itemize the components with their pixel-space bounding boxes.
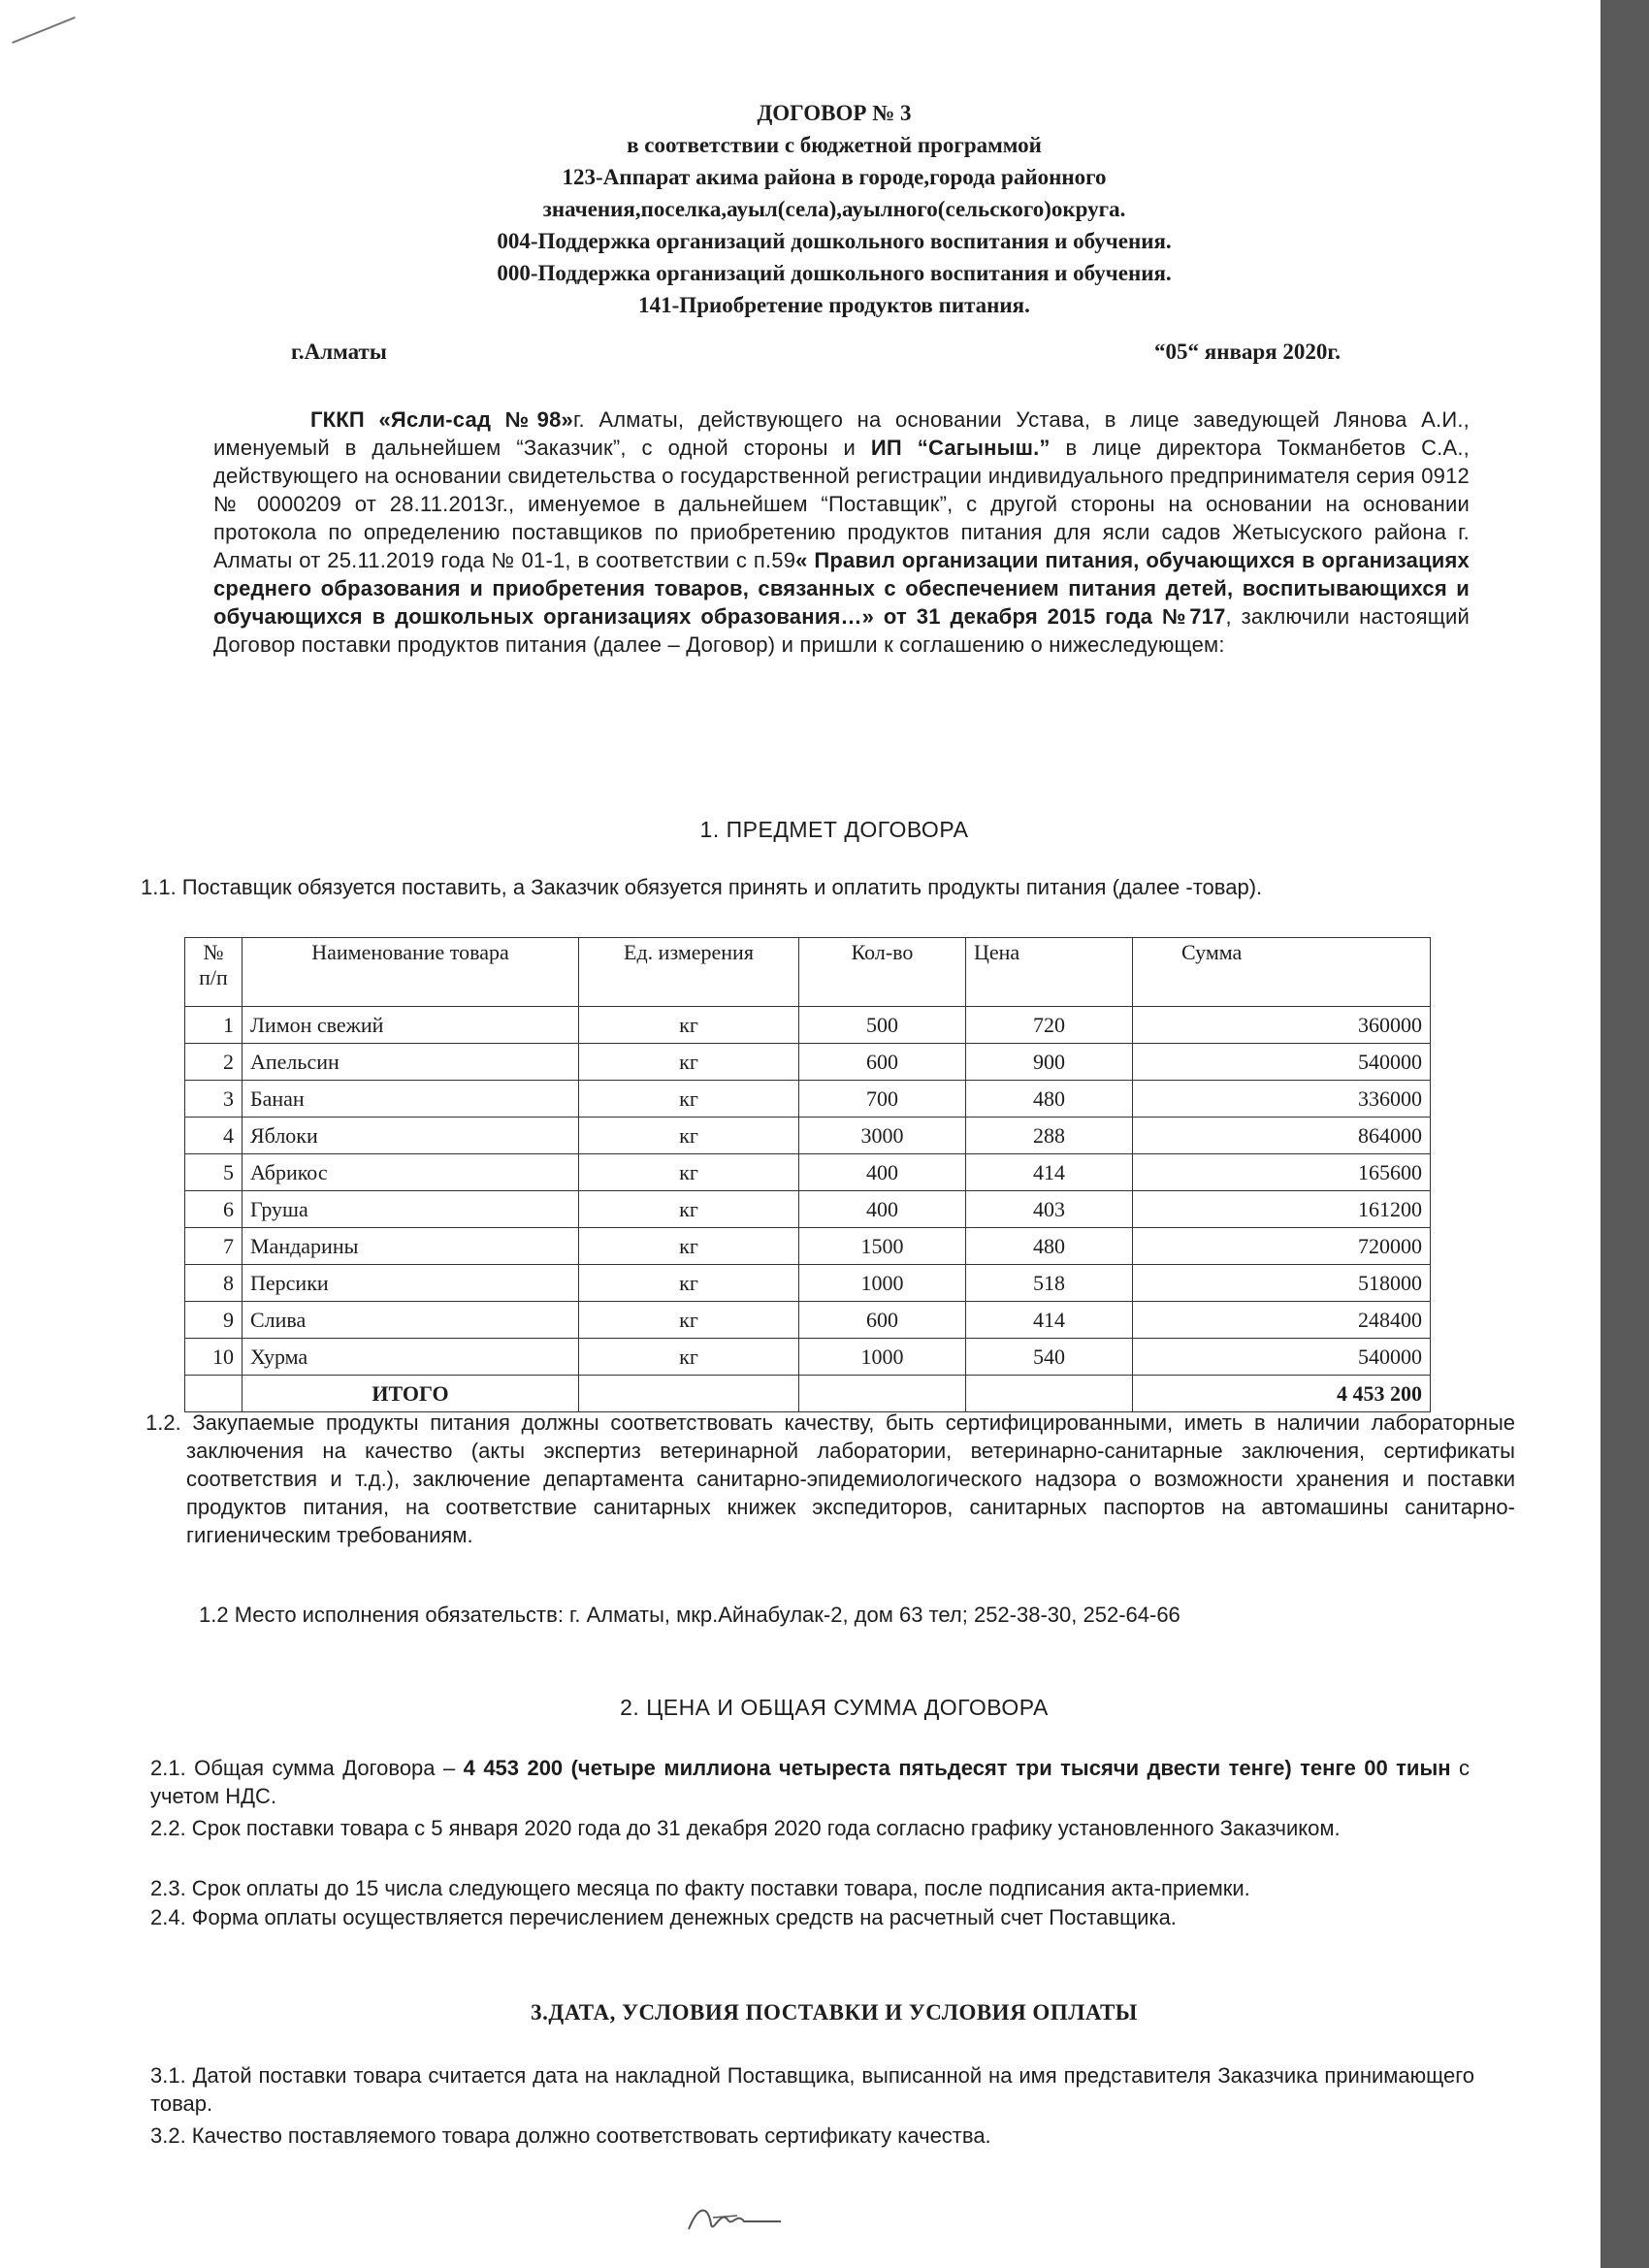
row-name: Слива	[242, 1302, 579, 1339]
row-sum: 518000	[1133, 1265, 1431, 1302]
row-qty: 3000	[799, 1118, 966, 1154]
table-row	[185, 1044, 1431, 1081]
row-qty: 500	[799, 1007, 966, 1044]
goods-table	[184, 937, 1431, 1412]
row-sum: 540000	[1133, 1044, 1431, 1081]
header-line: 141-Приобретение продуктов питания.	[638, 293, 1030, 317]
row-name: Груша	[242, 1191, 579, 1228]
row-unit: кг	[579, 1265, 799, 1302]
clause-2-1-text: 2.1. Общая сумма Договора –	[150, 1756, 464, 1780]
table-total-row	[185, 1376, 1431, 1412]
contract-title: ДОГОВОР № 3	[757, 101, 912, 125]
clause-2-2: 2.2. Срок поставки товара с 5 января 2020 года до 31 декабря 2020 года согласно графику установленного Заказчиком.	[150, 1816, 1341, 1840]
section-3-title: 3.ДАТА, УСЛОВИЯ ПОСТАВКИ И УСЛОВИЯ ОПЛАТЫ	[531, 2000, 1138, 2025]
signature-mark	[684, 2200, 791, 2239]
row-unit: кг	[579, 1118, 799, 1154]
clause-2-3: 2.3. Срок оплаты до 15 числа следующего месяца по факту поставки товара, после подписания акта-приемки.	[150, 1876, 1250, 1900]
col-header-name: Наименование товара	[242, 938, 579, 1007]
table-row	[185, 1339, 1431, 1376]
contract-header	[155, 97, 1513, 321]
total-label: ИТОГО	[242, 1376, 579, 1412]
table-row	[185, 1081, 1431, 1118]
row-name: Яблоки	[242, 1118, 579, 1154]
contract-date: “05“ января 2020г.	[1154, 340, 1341, 364]
row-price: 720	[966, 1007, 1133, 1044]
row-unit: кг	[579, 1228, 799, 1265]
customer-name: ГККП «Ясли-сад №98»	[310, 407, 573, 432]
row-unit: кг	[579, 1007, 799, 1044]
row-number: 3	[185, 1081, 242, 1118]
clause-1-2: 1.2. Закупаемые продукты питания должны соответствовать качеству, быть сертифицированными, иметь в наличии лабораторные заключения на качество (акты экспертиз ветеринарной лаборатории, ветеринарно-санитарные заключения, сертификаты соответствия и т.д.), заключение департамента санитарно-эпидемиологического надзора о возможности хранения и поставки продуктов питания, на соответствие санитарных книжек экспедиторов, санитарных паспортов на автомашины санитарно-гигиеническим требованиям.	[146, 1410, 1515, 1547]
row-price: 900	[966, 1044, 1133, 1081]
table-row	[185, 1154, 1431, 1191]
table-row	[185, 1265, 1431, 1302]
row-qty: 1000	[799, 1265, 966, 1302]
clause-1-2-place: 1.2 Место исполнения обязательств: г. Алматы, мкр.Айнабулак-2, дом 63 тел; 252-38-30, 252-64-66	[199, 1603, 1180, 1627]
preamble-text: г. Алматы, действующего на основании Устава, в лице заведующей Лянова А.И., именуемый в дальнейшем “Заказчик”, с одной стороны и	[213, 407, 1470, 460]
row-qty: 400	[799, 1154, 966, 1191]
row-sum: 540000	[1133, 1339, 1431, 1376]
table-header-row	[185, 938, 1431, 1007]
header-line: 000-Поддержка организаций дошкольного воспитания и обучения.	[497, 261, 1172, 285]
row-number: 10	[185, 1339, 242, 1376]
table-row	[185, 1118, 1431, 1154]
row-number: 2	[185, 1044, 242, 1081]
row-sum: 864000	[1133, 1118, 1431, 1154]
col-header-sum: Сумма	[1133, 938, 1431, 1007]
supplier-name: ИП “Сагыныш.”	[870, 436, 1051, 460]
pen-mark	[12, 16, 76, 44]
total-empty-cell	[579, 1376, 799, 1412]
scan-edge	[1600, 0, 1649, 2268]
row-price: 414	[966, 1154, 1133, 1191]
col-header-number: № п/п	[185, 938, 242, 1007]
clause-2-1	[150, 1754, 1470, 1810]
row-sum: 165600	[1133, 1154, 1431, 1191]
row-unit: кг	[579, 1191, 799, 1228]
clause-3-1: 3.1. Датой поставки товара считается дата на накладной Поставщика, выписанной на имя представителя Заказчика принимающего товар.	[150, 2063, 1474, 2116]
row-qty: 1000	[799, 1339, 966, 1376]
row-unit: кг	[579, 1302, 799, 1339]
row-unit: кг	[579, 1044, 799, 1081]
section-2-title: 2. ЦЕНА И ОБЩАЯ СУММА ДОГОВОРА	[620, 1695, 1049, 1720]
row-sum: 248400	[1133, 1302, 1431, 1339]
row-price: 403	[966, 1191, 1133, 1228]
header-line: 004-Поддержка организаций дошкольного воспитания и обучения.	[497, 229, 1172, 253]
row-qty: 1500	[799, 1228, 966, 1265]
rules-reference: « Правил организации питания, обучающихся в организациях среднего образования и приобретения товаров, связанных с обеспечением питания детей, воспитывающихся и обучающихся в дошкольных организациях образования…» от 31 декабря 2015 года №717	[213, 548, 1470, 629]
table-row	[185, 1007, 1431, 1044]
row-unit: кг	[579, 1081, 799, 1118]
row-number: 9	[185, 1302, 242, 1339]
row-price: 480	[966, 1228, 1133, 1265]
header-line: в соответствии с бюджетной программой	[627, 133, 1042, 157]
row-name: Абрикос	[242, 1154, 579, 1191]
row-sum: 161200	[1133, 1191, 1431, 1228]
clause-2-4: 2.4. Форма оплаты осуществляется перечислением денежных средств на расчетный счет Поставщика.	[150, 1905, 1177, 1929]
row-price: 540	[966, 1339, 1133, 1376]
table-row	[185, 1228, 1431, 1265]
total-empty-cell	[185, 1376, 242, 1412]
row-number: 8	[185, 1265, 242, 1302]
row-sum: 336000	[1133, 1081, 1431, 1118]
row-qty: 700	[799, 1081, 966, 1118]
preamble	[213, 405, 1470, 659]
preamble-text: в лице директора Токманбетов С.А., действующего на основании свидетельства о государственной регистрации индивидуального предпринимателя серия 0912 № 0000209 от 28.11.2013г., именуемое в дальнейшем “Поставщик”, с другой стороны на основании на основании протокола по определению поставщиков по приобретению продуктов питания для ясли садов Жетысуского района г. Алматы от 25.11.2019 года № 01-1, в соответствии с п.59	[213, 436, 1470, 572]
row-sum: 360000	[1133, 1007, 1431, 1044]
row-name: Хурма	[242, 1339, 579, 1376]
row-sum: 720000	[1133, 1228, 1431, 1265]
row-price: 288	[966, 1118, 1133, 1154]
row-number: 4	[185, 1118, 242, 1154]
col-header-qty: Кол-во	[799, 938, 966, 1007]
row-price: 518	[966, 1265, 1133, 1302]
header-line: значения,поселка,ауыл(села),ауылного(сельского)округа.	[542, 197, 1126, 221]
row-qty: 400	[799, 1191, 966, 1228]
total-empty-cell	[966, 1376, 1133, 1412]
col-header-price: Цена	[966, 938, 1133, 1007]
contract-city: г.Алматы	[291, 340, 387, 364]
table-row	[185, 1302, 1431, 1339]
row-qty: 600	[799, 1302, 966, 1339]
row-qty: 600	[799, 1044, 966, 1081]
clause-2-1-text: с учетом НДС.	[150, 1756, 1470, 1808]
row-price: 480	[966, 1081, 1133, 1118]
row-name: Лимон свежий	[242, 1007, 579, 1044]
total-value: 4 453 200	[1133, 1376, 1431, 1412]
row-number: 7	[185, 1228, 242, 1265]
total-empty-cell	[799, 1376, 966, 1412]
row-name: Персики	[242, 1265, 579, 1302]
header-line: 123-Аппарат акима района в городе,города районного	[562, 165, 1107, 189]
row-number: 1	[185, 1007, 242, 1044]
row-number: 5	[185, 1154, 242, 1191]
row-name: Апельсин	[242, 1044, 579, 1081]
preamble-text: , заключили настоящий Договор поставки продуктов питания (далее – Договор) и пришли к соглашению о нижеследующем:	[213, 604, 1470, 657]
section-1-title: 1. ПРЕДМЕТ ДОГОВОРА	[699, 817, 969, 842]
row-name: Мандарины	[242, 1228, 579, 1265]
row-name: Банан	[242, 1081, 579, 1118]
table-row	[185, 1191, 1431, 1228]
row-unit: кг	[579, 1339, 799, 1376]
clause-1-1: 1.1. Поставщик обязуется поставить, а Заказчик обязуется принять и оплатить продукты питания (далее -товар).	[141, 875, 1263, 899]
row-price: 414	[966, 1302, 1133, 1339]
row-unit: кг	[579, 1154, 799, 1191]
row-number: 6	[185, 1191, 242, 1228]
clause-3-2: 3.2. Качество поставляемого товара должно соответствовать сертификату качества.	[150, 2123, 991, 2148]
contract-total-amount: 4 453 200 (четыре миллиона четыреста пятьдесят три тысячи двести тенге) тенге 00 тиын	[463, 1756, 1451, 1780]
col-header-unit: Ед. измерения	[579, 938, 799, 1007]
